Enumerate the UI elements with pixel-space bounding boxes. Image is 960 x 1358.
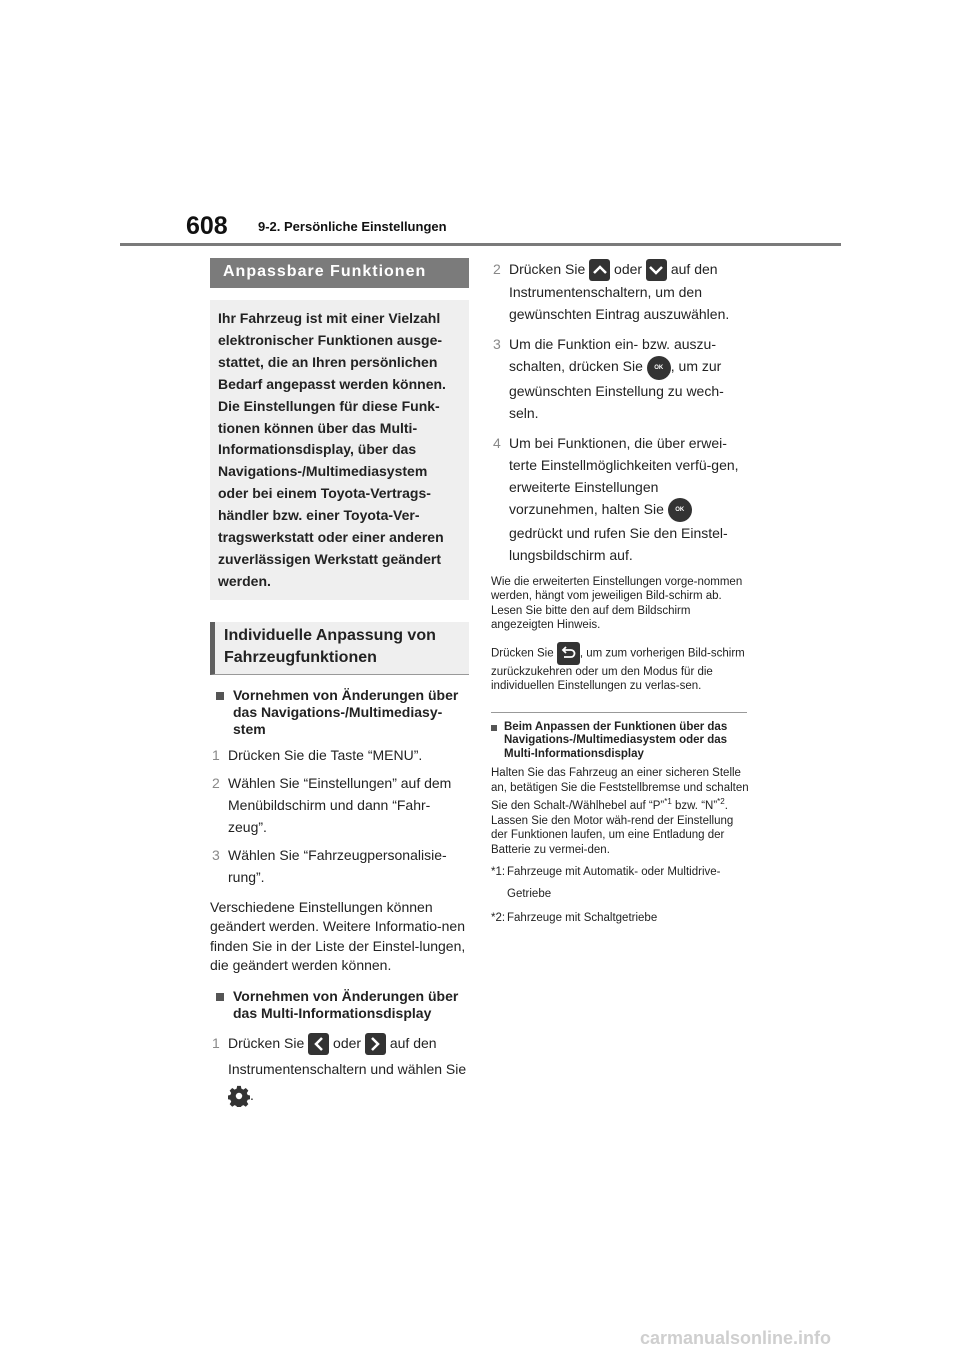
step-number: 2 — [212, 774, 220, 791]
page-number: 608 — [186, 212, 228, 240]
ok-button-icon — [647, 356, 671, 380]
caution-b: bzw. “N” — [671, 800, 718, 813]
step-number: 2 — [493, 261, 501, 277]
step-text-b: oder — [614, 261, 643, 277]
footnote-text: Fahrzeuge mit Automatik- oder Multidrive-Getriebe — [507, 866, 721, 901]
footnote-2 — [491, 907, 749, 929]
step-number: 1 — [212, 746, 220, 763]
mid-step-4 — [491, 432, 749, 566]
caution-c: . Lassen Sie den Motor wäh-rend der Einstellung der Funktionen laufen, um eine Entladung der Batterie zu vermei-den. — [491, 800, 734, 856]
step-text-a: Um bei Funktionen, die über erwei-terte Einstellmöglichkeiten verfü-gen, erweiterte Einstellungen vorzunehmen, halten Sie — [509, 434, 739, 517]
note-back-a: Drücken Sie — [491, 647, 554, 660]
step-number: 3 — [212, 846, 220, 863]
note-advanced-settings: Wie die erweiterten Einstellungen vorge-nommen werden, hängt vom jeweiligen Bild-schirm ab. Lesen Sie bitte den auf dem Bildschirm angezeigten Hinweis. — [491, 575, 743, 632]
note-back — [491, 642, 749, 694]
note-back-b: , um zum vorherigen Bild-schirm zurückzukehren oder um den Modus für die individuellen Einstellungen zu verlas-sen. — [491, 647, 745, 693]
ok-label: OK — [675, 506, 685, 513]
footnote-mark: *1: — [491, 866, 506, 879]
section-heading-custom-functions: Anpassbare Funktionen — [210, 258, 469, 288]
step-text-d: . — [250, 1086, 254, 1103]
subheading-mid-text: Vornehmen von Änderungen über das Multi-Informationsdisplay — [233, 987, 459, 1021]
footnote-ref-2: *2 — [717, 797, 725, 807]
step-text-b: gedrückt und rufen Sie den Einstel-lungsbildschirm auf. — [509, 524, 728, 563]
gear-icon — [228, 1085, 250, 1107]
step-text-a: Drücken Sie — [509, 261, 586, 277]
nav-step-2 — [210, 772, 469, 838]
step-number: 1 — [212, 1034, 220, 1051]
step-text-c: auf den Instrumentenschaltern und wählen Sie — [228, 1034, 467, 1077]
step-text-b: oder — [333, 1034, 362, 1051]
step-text: Wählen Sie “Einstellungen” auf dem Menübildschirm und dann “Fahr-zeug”. — [228, 774, 452, 835]
caution-separator — [491, 712, 747, 713]
nav-step-1 — [210, 744, 469, 766]
step-text: Drücken Sie die Taste “MENU”. — [228, 746, 423, 763]
caution-heading-text: Beim Anpassen der Funktionen über das Navigations-/Multimediasystem oder das Multi-Informationsdisplay — [504, 720, 728, 760]
nav-step-3 — [210, 844, 469, 888]
step-text-a: Um die Funktion ein- bzw. auszu-schalten, drücken Sie — [509, 336, 716, 375]
watermark: carmanualsonline.info — [640, 1328, 832, 1348]
step-text: Wählen Sie “Fahrzeugpersonalisie-rung”. — [228, 846, 447, 885]
step-text — [228, 1030, 469, 1108]
intro-box: Ihr Fahrzeug ist mit einer Vielzahl elektronischer Funktionen ausge-stattet, die an Ihren persönlichen Bedarf angepasst werden können. Die Einstellungen für diese Funk-tionen können über das Multi-Informationsdisplay, über das Navigations-/Multimediasystem oder bei einem Toyota-Vertrags-händler bzw. einer Toyota-Ver-tragswerkstatt oder einer anderen zuverlässigen Werkstatt geändert werden. — [210, 300, 469, 600]
step-text — [509, 258, 749, 325]
mid-step-2 — [491, 258, 749, 325]
square-bullet-icon — [491, 725, 497, 731]
back-icon — [557, 642, 580, 665]
header-rule — [120, 243, 841, 246]
chevron-down-icon — [646, 259, 667, 281]
chevron-up-icon — [589, 259, 610, 281]
right-column — [491, 258, 749, 929]
left-column — [210, 258, 469, 1108]
chapter-title: 9-2. Persönliche Einstellungen — [258, 219, 447, 234]
section-heading-personalization: Individuelle Anpassung von Fahrzeugfunktionen — [210, 622, 469, 675]
step-text-c: auf den Instrumentenschaltern, um den gewünschten Eintrag auszuwählen. — [509, 261, 730, 323]
ok-label: OK — [654, 364, 664, 371]
chevron-right-icon — [365, 1033, 386, 1055]
mid-step-3 — [491, 333, 749, 423]
step-text-a: Drücken Sie — [228, 1034, 305, 1051]
caution-heading — [491, 721, 749, 762]
footnote-1 — [491, 861, 749, 905]
footnote-ref-1: *1 — [664, 797, 672, 807]
square-bullet-icon — [216, 993, 224, 1001]
step-number: 4 — [493, 434, 501, 451]
caution-text — [491, 766, 749, 857]
subheading-nav-text: Vornehmen von Änderungen über das Navigations-/Multimediasy-stem — [233, 686, 459, 737]
subheading-mid — [210, 988, 469, 1022]
subheading-nav — [210, 687, 469, 738]
caution-a: Halten Sie das Fahrzeug an einer sicheren Stelle an, betätigen Sie die Feststellbremse und schalten Sie den Schalt-/Wählhebel auf “P” — [491, 767, 749, 813]
step-text — [509, 432, 749, 566]
nav-note: Verschiedene Einstellungen können geändert werden. Weitere Informatio-nen finden Sie in der Liste der Einstel-lungen, die geändert werden können. — [210, 898, 466, 974]
square-bullet-icon — [216, 692, 224, 700]
chevron-left-icon — [308, 1033, 329, 1055]
step-number: 3 — [493, 336, 501, 353]
ok-button-icon — [668, 498, 692, 522]
step-text — [509, 333, 749, 423]
footnote-mark: *2: — [491, 912, 506, 925]
step-text-b: , um zur gewünschten Einstellung zu wech-seln. — [509, 358, 724, 421]
footnote-text: Fahrzeuge mit Schaltgetriebe — [507, 912, 658, 925]
mid-step-1 — [210, 1030, 469, 1108]
